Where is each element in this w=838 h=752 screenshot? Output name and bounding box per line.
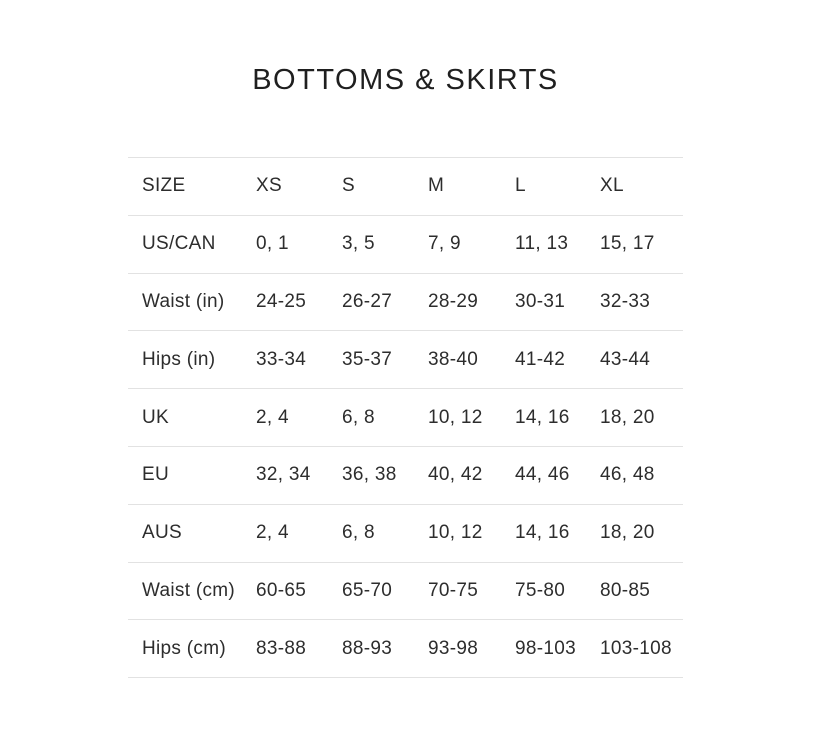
cell-waist-cm-xl: 80-85	[600, 579, 651, 601]
row-label-aus: AUS	[142, 522, 182, 544]
column-header-s: S	[342, 175, 355, 197]
cell-hips-in-m: 38-40	[428, 348, 479, 370]
cell-uk-xs: 2, 4	[256, 406, 289, 428]
size-chart-table	[128, 157, 683, 678]
cell-waist-in-s: 26-27	[342, 290, 393, 312]
column-header-size: SIZE	[142, 175, 186, 197]
cell-waist-cm-xs: 60-65	[256, 579, 307, 601]
cell-aus-s: 6, 8	[342, 522, 375, 544]
table-row-us-can	[128, 215, 683, 273]
cell-hips-cm-s: 88-93	[342, 637, 393, 659]
cell-hips-cm-xs: 83-88	[256, 637, 307, 659]
cell-waist-in-xs: 24-25	[256, 290, 307, 312]
cell-hips-cm-l: 98-103	[515, 637, 576, 659]
cell-aus-l: 14, 16	[515, 522, 570, 544]
cell-waist-in-l: 30-31	[515, 290, 566, 312]
row-label-eu: EU	[142, 464, 169, 486]
cell-hips-in-s: 35-37	[342, 348, 393, 370]
cell-eu-s: 36, 38	[342, 464, 397, 486]
cell-waist-cm-l: 75-80	[515, 579, 566, 601]
cell-waist-in-m: 28-29	[428, 290, 479, 312]
column-header-xs: XS	[256, 175, 282, 197]
cell-uk-l: 14, 16	[515, 406, 570, 428]
cell-aus-xl: 18, 20	[600, 522, 655, 544]
table-row-waist-cm	[128, 562, 683, 620]
table-body	[128, 215, 683, 677]
header-row	[128, 158, 683, 216]
cell-eu-l: 44, 46	[515, 464, 570, 486]
cell-us-can-xs: 0, 1	[256, 233, 289, 255]
cell-waist-cm-s: 65-70	[342, 579, 393, 601]
table-row-uk	[128, 389, 683, 447]
row-label-us-can: US/CAN	[142, 233, 216, 255]
cell-aus-xs: 2, 4	[256, 522, 289, 544]
cell-us-can-m: 7, 9	[428, 233, 461, 255]
cell-us-can-xl: 15, 17	[600, 233, 655, 255]
cell-uk-m: 10, 12	[428, 406, 483, 428]
table-row-eu	[128, 446, 683, 504]
table-row-hips-cm	[128, 620, 683, 678]
cell-hips-in-l: 41-42	[515, 348, 566, 370]
cell-uk-s: 6, 8	[342, 406, 375, 428]
page-title: BOTTOMS & SKIRTS	[252, 64, 559, 96]
cell-uk-xl: 18, 20	[600, 406, 655, 428]
size-chart-page	[0, 63, 683, 678]
column-header-m: M	[428, 175, 445, 197]
row-label-hips-cm: Hips (cm)	[142, 637, 226, 659]
cell-aus-m: 10, 12	[428, 522, 483, 544]
cell-hips-cm-m: 93-98	[428, 637, 479, 659]
cell-waist-in-xl: 32-33	[600, 290, 651, 312]
table-row-aus	[128, 504, 683, 562]
row-label-waist-cm: Waist (cm)	[142, 579, 236, 601]
cell-eu-xl: 46, 48	[600, 464, 655, 486]
table-row-waist-in	[128, 273, 683, 331]
cell-eu-m: 40, 42	[428, 464, 483, 486]
row-label-waist-in: Waist (in)	[142, 290, 225, 312]
cell-us-can-s: 3, 5	[342, 233, 375, 255]
cell-hips-cm-xl: 103-108	[600, 637, 672, 659]
cell-eu-xs: 32, 34	[256, 464, 311, 486]
column-header-xl: XL	[600, 175, 624, 197]
column-header-l: L	[515, 175, 526, 197]
cell-hips-in-xs: 33-34	[256, 348, 307, 370]
row-label-hips-in: Hips (in)	[142, 348, 216, 370]
table-row-hips-in	[128, 331, 683, 389]
cell-hips-in-xl: 43-44	[600, 348, 651, 370]
cell-us-can-l: 11, 13	[515, 233, 569, 255]
cell-waist-cm-m: 70-75	[428, 579, 479, 601]
row-label-uk: UK	[142, 406, 169, 428]
